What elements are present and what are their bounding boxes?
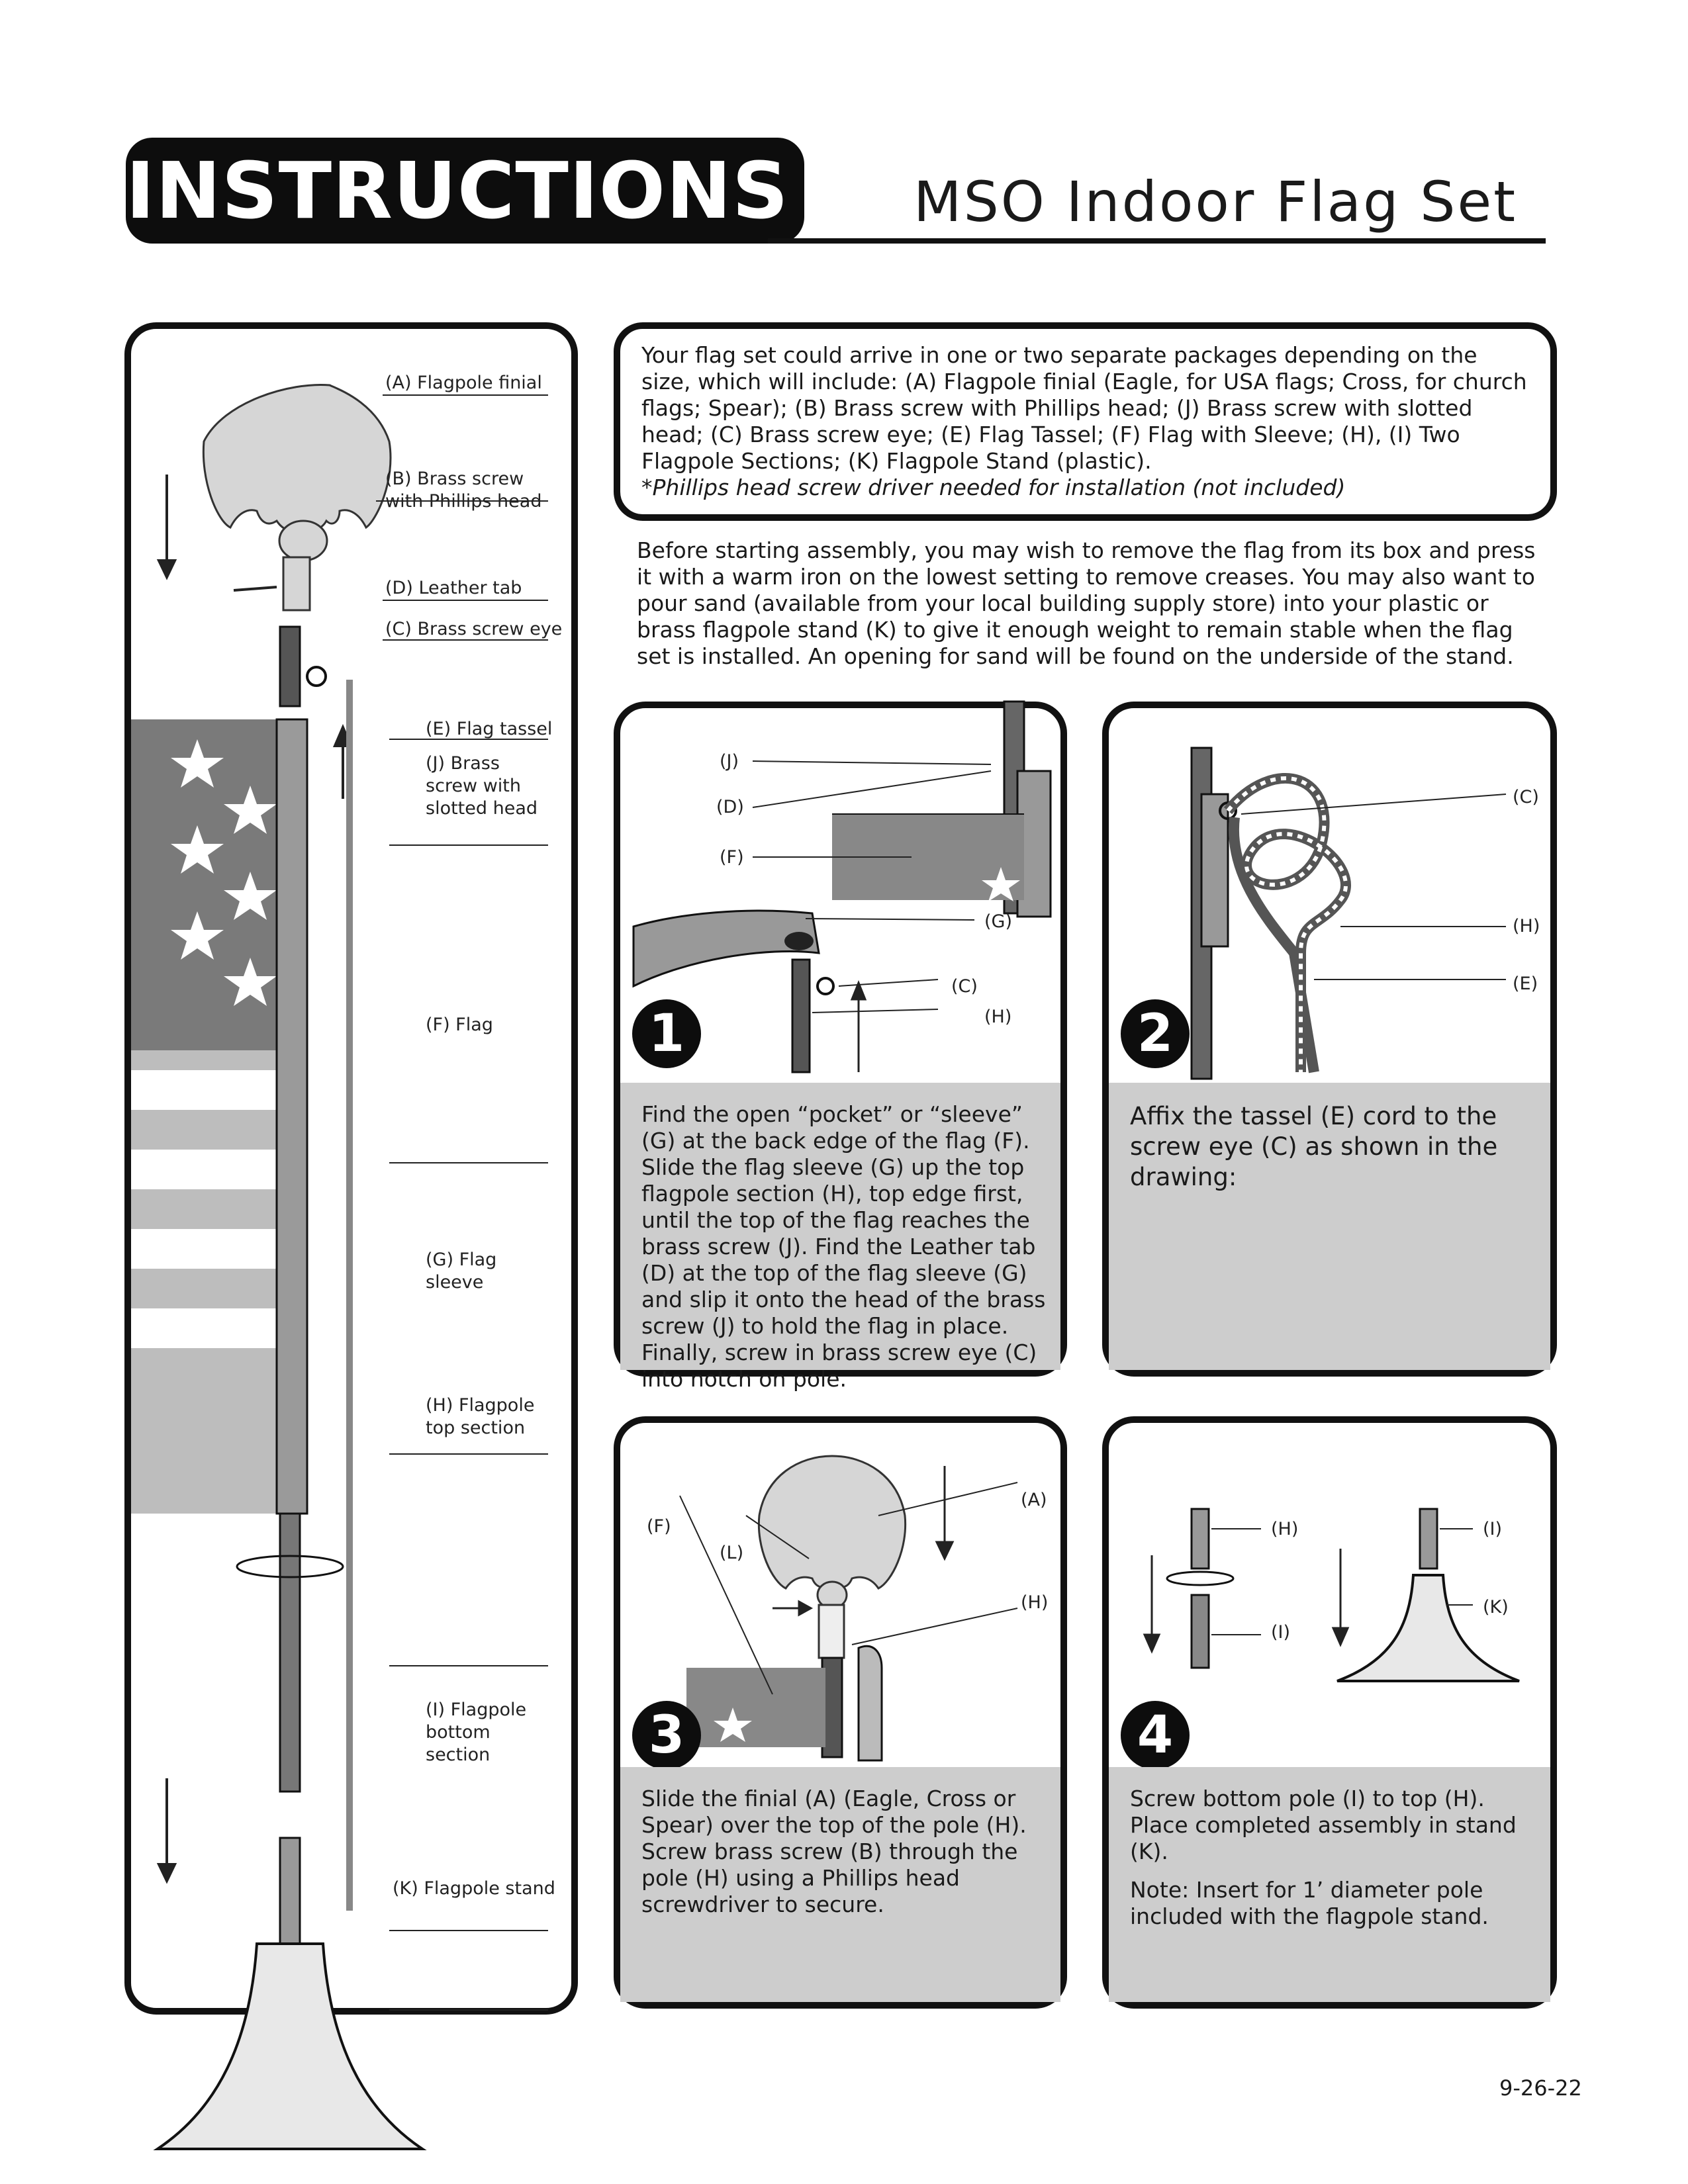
flagpole-stand-icon <box>158 1944 422 2149</box>
step-3-label-f: (F) <box>647 1516 671 1537</box>
step-4-note: Note: Insert for 1’ diameter pole included with the flagpole stand. <box>1130 1877 1489 1929</box>
step-4-panel <box>1102 1416 1557 2009</box>
step-1-number: 1 <box>632 999 701 1068</box>
step-4-text: Screw bottom pole (I) to top (H). Place completed assembly in stand (K). <box>1130 1786 1517 1864</box>
step-4-label-i2: (I) <box>1483 1519 1503 1539</box>
step-3-text-area <box>620 1767 1060 2002</box>
eagle-finial-icon <box>759 1456 905 1658</box>
step-2-label-c: (C) <box>1513 787 1539 807</box>
step-3-text: Slide the finial (A) (Eagle, Cross or Spear) over the top of the pole (H). Screw brass screw (B) through the pole (H) using a Phillips head screwdriver to secure. <box>641 1786 1027 1917</box>
step-1-text-area <box>620 1083 1060 1392</box>
label-b: (B) Brass screw with Phillips head <box>385 469 542 512</box>
eagle-finial-icon <box>203 385 391 610</box>
label-d: (D) Leather tab <box>385 578 522 598</box>
step-2-label-e: (E) <box>1513 974 1538 994</box>
step-2-panel <box>1102 702 1557 1377</box>
label-k: (K) Flagpole stand <box>393 1878 555 1899</box>
step-1-label-d: (D) <box>716 797 744 817</box>
step-4-number: 4 <box>1121 1701 1190 1770</box>
step-4-label-h: (H) <box>1271 1519 1299 1539</box>
step-2-label-h: (H) <box>1513 916 1540 936</box>
contents-note: *Phillips head screw driver needed for installation (not included) <box>641 475 1346 500</box>
step-4-label-i: (I) <box>1271 1622 1291 1643</box>
step-1-label-h: (H) <box>984 1007 1012 1027</box>
revision-date: 9-26-22 <box>1499 2075 1582 2101</box>
parts-diagram-panel <box>124 322 578 2015</box>
flag-icon <box>131 719 307 1514</box>
step-1-text: Find the open “pocket” or “sleeve” (G) at the back edge of the flag (F). Slide the flag sleeve (G) up the top flagpole section (H), top edge first, until the top of the flag reaches the brass screw (J). Find the Leather tab (D) at the top of the flag sleeve (G) and slip it onto the head of the brass screw (J) to hold the flag in place. Finally, screw in brass screw eye (C) into notch on pole. <box>641 1101 1046 1392</box>
step-2-text: Affix the tassel (E) cord to the screw eye (C) as shown in the drawing: <box>1130 1102 1498 1191</box>
page-subtitle: MSO Indoor Flag Set <box>914 169 1518 234</box>
step-1-label-f: (F) <box>720 847 744 868</box>
step-1-label-c: (C) <box>951 976 978 997</box>
label-h: (H) Flagpole top section <box>426 1395 535 1438</box>
step-3-label-h: (H) <box>1021 1592 1049 1613</box>
label-c: (C) Brass screw eye <box>385 619 563 639</box>
label-a: (A) Flagpole finial <box>385 373 542 393</box>
prep-text: Before starting assembly, you may wish to remove the flag from its box and press it with a warm iron on the lowest setting to remove creases. You may also want to pour sand (available from your local building supply store) into your plastic or brass flagpole stand (K) to give it enough weight to remain stable when the flag set is installed. An opening for sand will be found on the underside of the stand. <box>637 537 1536 669</box>
label-g: (G) Flag sleeve <box>426 1250 497 1293</box>
label-e: (E) Flag tassel <box>426 719 553 739</box>
step-3-label-a: (A) <box>1021 1490 1047 1510</box>
step-3-number: 3 <box>632 1701 701 1770</box>
label-f: (F) Flag <box>426 1015 493 1035</box>
step-2-number: 2 <box>1121 999 1190 1068</box>
contents-text: Your flag set could arrive in one or two separate packages depending on the size, which will include: (A) Flagpole finial (Eagle, for USA flags; Cross, for church flags; Spear); (B) Brass screw with Phillips head; (J) Brass screw with slotted head; (C) Brass screw eye; (E) Flag Tassel; (F) Flag with Sleeve; (H), (I) Two Flagpole Sections; (K) Flagpole Stand (plastic). <box>641 342 1527 474</box>
step-4-text-area <box>1109 1767 1550 2002</box>
header-rule <box>768 238 1546 244</box>
step-4-label-k: (K) <box>1483 1597 1509 1617</box>
step-2-text-area <box>1109 1083 1550 1370</box>
step-1-label-g: (G) <box>984 911 1012 932</box>
page-title: INSTRUCTIONS <box>126 145 789 236</box>
step-3-panel <box>614 1416 1067 2009</box>
contents-box <box>614 322 1557 521</box>
label-j: (J) Brass screw with slotted head <box>426 753 538 819</box>
step-3-label-l: (L) <box>720 1543 744 1563</box>
label-i: (I) Flagpole bottom section <box>426 1700 527 1765</box>
step-1-label-j: (J) <box>720 751 739 772</box>
step-1-panel <box>614 702 1067 1392</box>
